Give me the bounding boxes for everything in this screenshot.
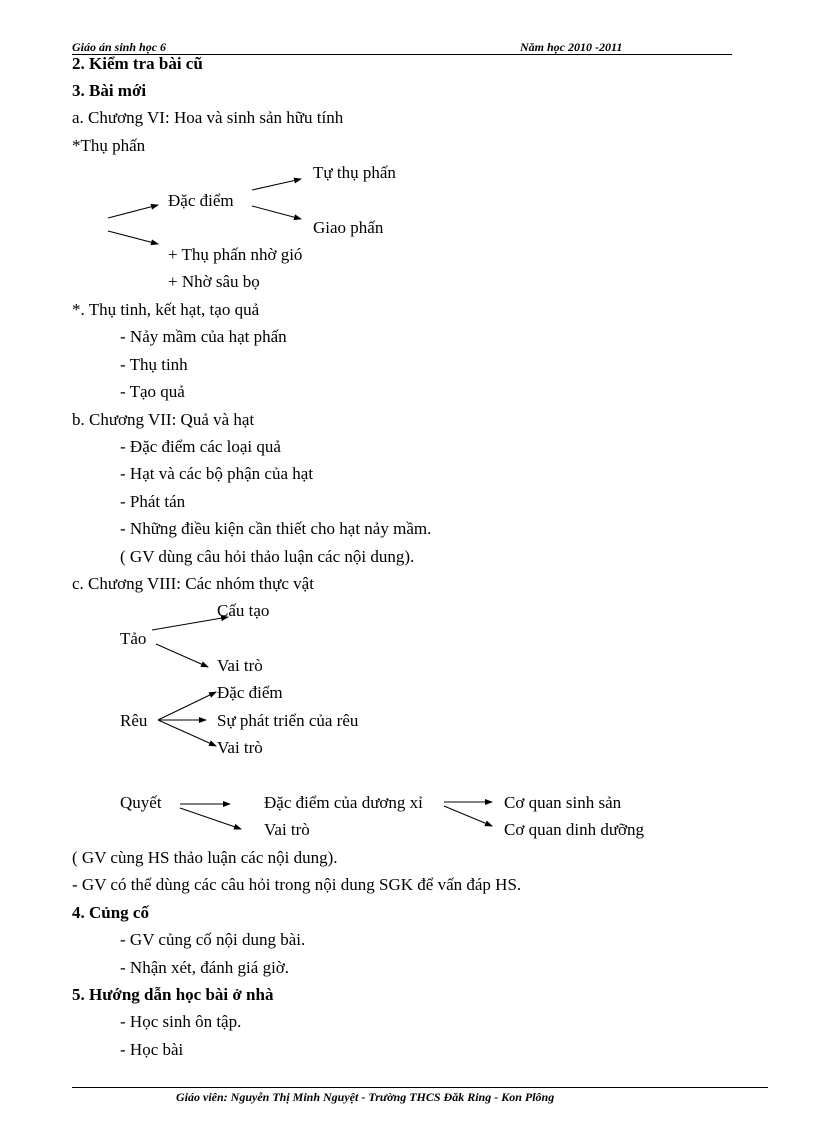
gv-sgk-note: - GV có thể dùng các câu hỏi trong nội dung SGK để vấn đáp HS. [72, 875, 522, 894]
arrow [108, 231, 158, 244]
gv-hs-discussion: ( GV cùng HS thảo luận các nội dung). [72, 848, 338, 867]
arrow [252, 179, 301, 190]
list-item: ( GV dùng câu hỏi thảo luận các nội dung). [120, 547, 415, 566]
footer-text: Giáo viên: Nguyễn Thị Minh Nguyệt - Trường THCS Đăk Ring - Kon Plông [176, 1090, 555, 1104]
tao-vai-tro: Vai trò [217, 656, 263, 675]
list-item: - Học sinh ôn tập. [120, 1012, 242, 1031]
list-item: - Hạt và các bộ phận của hạt [120, 464, 314, 483]
quyet-dac-diem: Đặc điểm của dương xỉ [264, 793, 423, 812]
reu-phat-trien: Sự phát triển của rêu [217, 711, 359, 730]
arrow [152, 617, 228, 630]
list-item: - Nảy mầm của hạt phấn [120, 327, 287, 346]
tao-cau-tao: Cấu tạo [217, 601, 270, 620]
list-item: - Nhận xét, đánh giá giờ. [120, 958, 290, 977]
list-item: - Học bài [120, 1040, 184, 1059]
dac-diem-thu-phan: Đặc điểm [168, 191, 234, 210]
section-5-heading: 5. Hướng dẫn học bài ở nhà [72, 985, 274, 1004]
arrow [180, 808, 241, 829]
quyet-label: Quyết [120, 793, 162, 812]
chapter-a-title: a. Chương VI: Hoa và sinh sản hữu tính [72, 108, 344, 127]
reu-label: Rêu [120, 711, 148, 730]
chapter-b-title: b. Chương VII: Quả và hạt [72, 410, 255, 429]
co-quan-dinh-duong: Cơ quan dinh dưỡng [504, 820, 645, 839]
thu-tinh-title: *. Thụ tinh, kết hạt, tạo quả [72, 300, 260, 319]
quyet-vai-tro: Vai trò [264, 820, 310, 839]
reu-dac-diem: Đặc điểm [217, 683, 283, 702]
chapter-c-title: c. Chương VIII: Các nhóm thực vật [72, 574, 314, 593]
tu-thu-phan: Tự thụ phấn [313, 163, 396, 182]
section-2-heading: 2. Kiểm tra bài cũ [72, 54, 203, 73]
arrow [158, 720, 216, 746]
reu-vai-tro: Vai trò [217, 738, 263, 757]
arrow [108, 205, 158, 218]
header-left: Giáo án sinh học 6 [72, 40, 167, 54]
header-right: Năm học 2010 -2011 [520, 40, 623, 54]
thu-phan-nho-sau-bo: + Nhờ sâu bọ [168, 272, 260, 291]
list-item: - GV củng cố nội dung bài. [120, 930, 306, 949]
thu-phan-nho-gio: + Thụ phấn nhờ gió [168, 245, 303, 264]
section-4-heading: 4. Củng cố [72, 903, 149, 922]
thu-phan-label: *Thụ phấn [72, 136, 146, 155]
arrow [252, 206, 301, 219]
arrow [156, 644, 208, 667]
giao-phan: Giao phấn [313, 218, 384, 237]
list-item: - Tạo quả [120, 382, 185, 401]
tao-label: Tảo [120, 629, 147, 648]
list-item: - Những điều kiện cần thiết cho hạt nảy mầm. [120, 519, 432, 538]
arrow [158, 692, 216, 720]
arrow [444, 806, 492, 826]
co-quan-sinh-san: Cơ quan sinh sản [504, 793, 622, 812]
list-item: - Đặc điểm các loại quả [120, 437, 281, 456]
list-item: - Thụ tinh [120, 355, 188, 374]
list-item: - Phát tán [120, 492, 186, 511]
section-3-heading: 3. Bài mới [72, 81, 147, 100]
